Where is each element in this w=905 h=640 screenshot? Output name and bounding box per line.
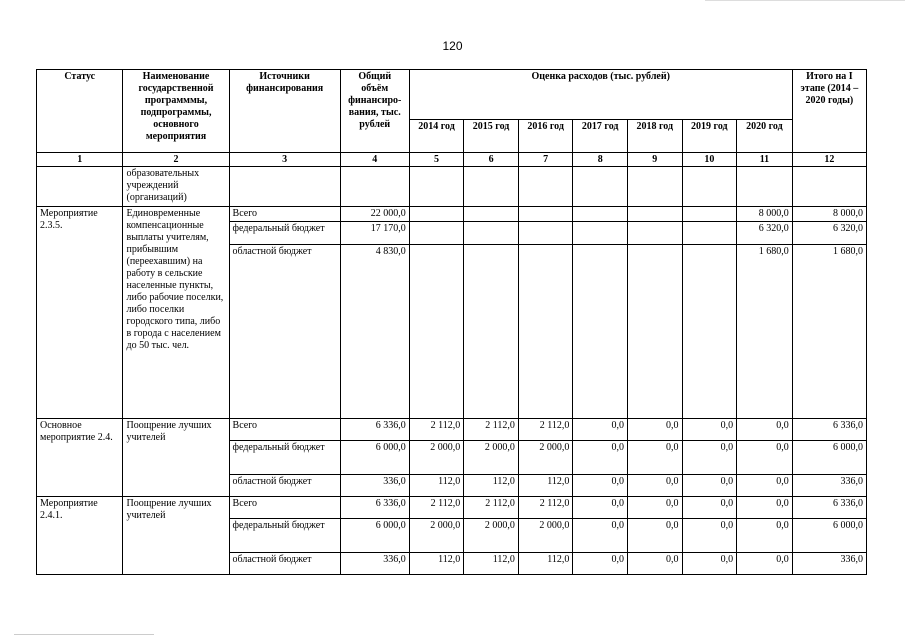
year-amount-2014: 2 000,0	[409, 441, 464, 475]
year-amount-2020: 6 320,0	[737, 222, 793, 245]
year-amount-2015: 2 000,0	[464, 441, 519, 475]
table-row	[37, 497, 867, 519]
year-amount-2014: 2 112,0	[409, 497, 464, 519]
funding-source: областной бюджет	[229, 475, 340, 497]
year-amount-2019: 0,0	[682, 553, 737, 575]
col-num-3: 3	[229, 153, 340, 167]
col-num-4: 4	[340, 153, 409, 167]
year-amount-2015: 2 000,0	[464, 519, 519, 553]
header-row	[37, 70, 867, 120]
total-amount: 6 000,0	[340, 441, 409, 475]
block-status: Мероприятие 2.3.5.	[37, 207, 123, 419]
col-num-7: 7	[518, 153, 573, 167]
year-amount-2014	[409, 207, 464, 222]
itogo-amount: 336,0	[792, 553, 866, 575]
header-year-2019: 2019 год	[682, 120, 737, 153]
funding-source: областной бюджет	[229, 553, 340, 575]
header-year-2014: 2014 год	[409, 120, 464, 153]
block-name: Поощрение лучших учителей	[123, 497, 229, 575]
continuation-status	[37, 167, 123, 207]
continuation-name: образовательных учреждений (организаций)	[123, 167, 229, 207]
header-year-2018: 2018 год	[627, 120, 682, 153]
year-amount-2014: 2 000,0	[409, 519, 464, 553]
year-amount-2015: 2 112,0	[464, 497, 519, 519]
itogo-amount: 6 320,0	[792, 222, 866, 245]
itogo-amount: 8 000,0	[792, 207, 866, 222]
col-num-10: 10	[682, 153, 737, 167]
itogo-amount: 1 680,0	[792, 245, 866, 419]
year-amount-2016: 112,0	[518, 553, 573, 575]
total-amount: 6 336,0	[340, 419, 409, 441]
year-amount-2020: 0,0	[737, 441, 793, 475]
year-amount-2014	[409, 222, 464, 245]
funding-source: Всего	[229, 419, 340, 441]
year-amount-2015: 112,0	[464, 553, 519, 575]
header-name: Наименование государственной программмы, подпрограммы, основного мероприятия	[123, 70, 229, 153]
budget-table	[36, 69, 867, 575]
year-amount-2016: 2 000,0	[518, 441, 573, 475]
header-estimate: Оценка расходов (тыс. рублей)	[409, 70, 792, 120]
year-amount-2017	[573, 222, 628, 245]
funding-source: федеральный бюджет	[229, 222, 340, 245]
block-status: Основное мероприятие 2.4.	[37, 419, 123, 497]
block-name: Единовременные компенсационные выплаты учителям, прибывшим (переехавшим) на работу в сельские населенные пункты, либо рабочие поселки, либо поселки городского типа, либо в города с населением до 50 тыс. чел.	[123, 207, 229, 419]
table-row	[37, 419, 867, 441]
col-num-9: 9	[627, 153, 682, 167]
year-amount-2016: 2 112,0	[518, 419, 573, 441]
year-amount-2017	[573, 207, 628, 222]
year-amount-2020: 0,0	[737, 475, 793, 497]
year-amount-2019: 0,0	[682, 475, 737, 497]
col-num-12: 12	[792, 153, 866, 167]
year-amount-2017: 0,0	[573, 497, 628, 519]
year-amount-2016: 2 112,0	[518, 497, 573, 519]
year-amount-2018: 0,0	[627, 475, 682, 497]
col-num-8: 8	[573, 153, 628, 167]
header-total: Общий объём финансиро-вания, тыс. рублей	[340, 70, 409, 153]
total-amount: 336,0	[340, 553, 409, 575]
year-amount-2014: 112,0	[409, 475, 464, 497]
col-num-5: 5	[409, 153, 464, 167]
scan-edge-line	[705, 0, 905, 1]
year-amount-2016	[518, 207, 573, 222]
year-amount-2020: 0,0	[737, 419, 793, 441]
col-num-1: 1	[37, 153, 123, 167]
year-amount-2015: 112,0	[464, 475, 519, 497]
total-amount: 22 000,0	[340, 207, 409, 222]
total-amount: 6 336,0	[340, 497, 409, 519]
year-amount-2017: 0,0	[573, 441, 628, 475]
page-number: 120	[442, 39, 463, 53]
col-num-6: 6	[464, 153, 519, 167]
total-amount: 336,0	[340, 475, 409, 497]
year-amount-2017: 0,0	[573, 553, 628, 575]
itogo-amount: 6 000,0	[792, 519, 866, 553]
year-amount-2020: 1 680,0	[737, 245, 793, 419]
year-amount-2018: 0,0	[627, 519, 682, 553]
year-amount-2016	[518, 245, 573, 419]
year-amount-2019	[682, 245, 737, 419]
year-amount-2016: 112,0	[518, 475, 573, 497]
total-amount: 6 000,0	[340, 519, 409, 553]
year-amount-2018: 0,0	[627, 441, 682, 475]
year-amount-2015	[464, 207, 519, 222]
year-amount-2018	[627, 222, 682, 245]
year-amount-2019: 0,0	[682, 519, 737, 553]
year-amount-2015	[464, 245, 519, 419]
year-amount-2018: 0,0	[627, 553, 682, 575]
year-amount-2017: 0,0	[573, 419, 628, 441]
funding-source: федеральный бюджет	[229, 441, 340, 475]
year-amount-2018	[627, 207, 682, 222]
year-amount-2014: 2 112,0	[409, 419, 464, 441]
continuation-row	[37, 167, 867, 207]
year-amount-2018	[627, 245, 682, 419]
scan-edge-mark	[14, 634, 154, 635]
year-amount-2014: 112,0	[409, 553, 464, 575]
year-amount-2019: 0,0	[682, 441, 737, 475]
year-amount-2019	[682, 222, 737, 245]
year-amount-2018: 0,0	[627, 419, 682, 441]
year-amount-2017: 0,0	[573, 475, 628, 497]
header-year-2015: 2015 год	[464, 120, 519, 153]
total-amount: 4 830,0	[340, 245, 409, 419]
year-amount-2017: 0,0	[573, 519, 628, 553]
year-amount-2016: 2 000,0	[518, 519, 573, 553]
funding-source: Всего	[229, 497, 340, 519]
table-row	[37, 207, 867, 222]
year-amount-2018: 0,0	[627, 497, 682, 519]
year-amount-2015	[464, 222, 519, 245]
year-amount-2016	[518, 222, 573, 245]
itogo-amount: 336,0	[792, 475, 866, 497]
header-year-2020: 2020 год	[737, 120, 793, 153]
block-status: Мероприятие 2.4.1.	[37, 497, 123, 575]
itogo-amount: 6 336,0	[792, 419, 866, 441]
program-blocks	[37, 207, 867, 575]
block-name: Поощрение лучших учителей	[123, 419, 229, 497]
year-amount-2020: 0,0	[737, 553, 793, 575]
itogo-amount: 6 000,0	[792, 441, 866, 475]
col-num-2: 2	[123, 153, 229, 167]
funding-source: областной бюджет	[229, 245, 340, 419]
header-itogo: Итого на I этапе (2014 – 2020 годы)	[792, 70, 866, 153]
itogo-amount: 6 336,0	[792, 497, 866, 519]
year-amount-2020: 8 000,0	[737, 207, 793, 222]
header-year-2016: 2016 год	[518, 120, 573, 153]
funding-source: федеральный бюджет	[229, 519, 340, 553]
header-sources: Источники финансирования	[229, 70, 340, 153]
year-amount-2017	[573, 245, 628, 419]
header-year-2017: 2017 год	[573, 120, 628, 153]
total-amount: 17 170,0	[340, 222, 409, 245]
year-amount-2019	[682, 207, 737, 222]
year-amount-2020: 0,0	[737, 497, 793, 519]
funding-source: Всего	[229, 207, 340, 222]
year-amount-2019: 0,0	[682, 497, 737, 519]
year-amount-2019: 0,0	[682, 419, 737, 441]
year-amount-2020: 0,0	[737, 519, 793, 553]
col-num-11: 11	[737, 153, 793, 167]
header-status: Статус	[37, 70, 123, 153]
column-number-row	[37, 153, 867, 167]
year-amount-2015: 2 112,0	[464, 419, 519, 441]
year-amount-2014	[409, 245, 464, 419]
